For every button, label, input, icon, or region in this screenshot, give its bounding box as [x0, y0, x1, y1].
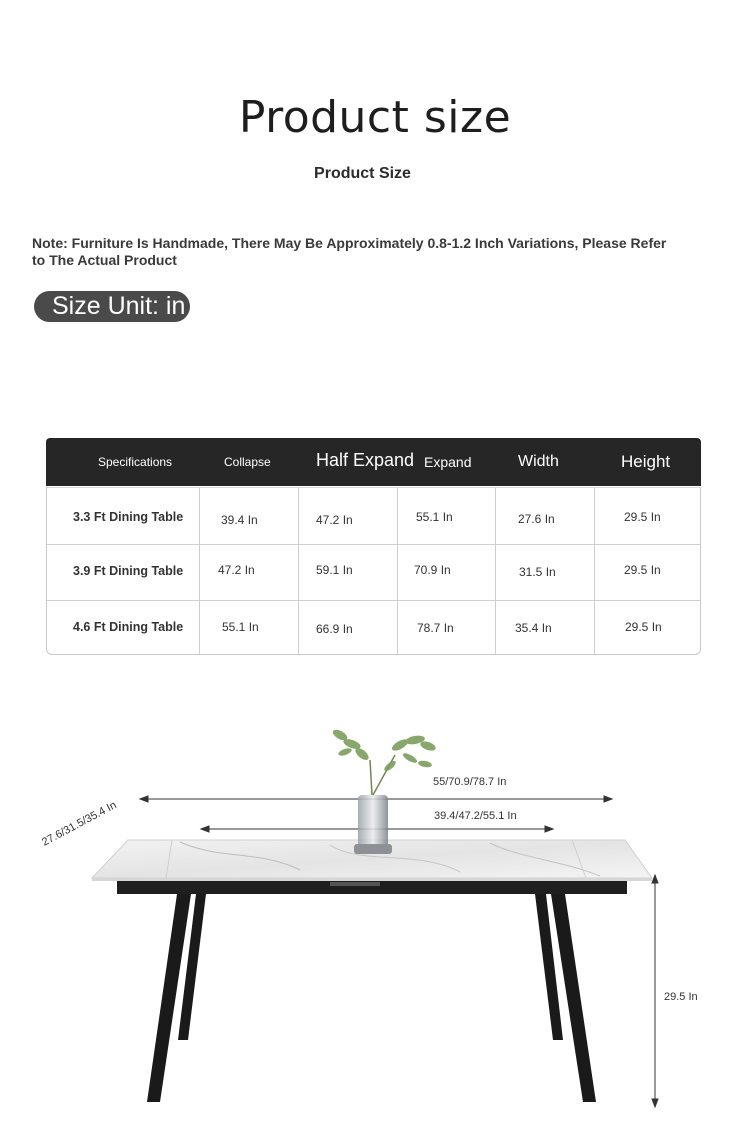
cell-expand: 70.9 In [414, 563, 451, 577]
col-header-height: Height [621, 452, 671, 471]
table-row [47, 488, 700, 545]
table-dimension-diagram [0, 700, 750, 1132]
extension-slot [330, 882, 380, 886]
col-header-width: Width [518, 453, 559, 470]
cell-collapse: 55.1 In [222, 620, 259, 634]
cell-half-expand: 66.9 In [316, 622, 353, 636]
length-collapsed-label: 39.4/47.2/55.1 In [434, 810, 517, 822]
cell-half-expand: 59.1 In [316, 563, 353, 577]
cell-spec: 4.6 Ft Dining Table [73, 620, 184, 634]
table-body [46, 487, 701, 655]
col-header-expand: Expand [424, 454, 472, 470]
cell-height: 29.5 In [625, 620, 662, 634]
cell-height: 29.5 In [624, 510, 661, 524]
height-arrow [652, 875, 658, 1107]
dining-table-illustration [0, 700, 750, 1132]
table-legs [147, 894, 596, 1102]
cell-collapse: 39.4 In [221, 513, 258, 527]
cell-height: 29.5 In [624, 563, 661, 577]
col-header-half-expand: Half Expand [316, 450, 415, 470]
cell-expand: 55.1 In [416, 510, 453, 524]
cell-width: 27.6 In [518, 512, 555, 526]
table-row [47, 544, 700, 601]
cell-expand: 78.7 In [417, 621, 454, 635]
table-header [46, 438, 701, 486]
depth-label: 27.6/31.5/35.4 In [40, 799, 119, 849]
handmade-note: Note: Furniture Is Handmade, There May Be Approximately 0.8-1.2 Inch Variations, Please Refer to The Actual Product [32, 235, 667, 268]
cell-collapse: 47.2 In [218, 563, 255, 577]
page-subtitle: Product Size [314, 165, 411, 182]
cell-spec: 3.3 Ft Dining Table [73, 510, 184, 524]
page-title: Product size [238, 92, 512, 143]
cell-width: 35.4 In [515, 621, 552, 635]
table-row [47, 600, 700, 656]
height-label: 29.5 In [664, 991, 698, 1003]
cell-width: 31.5 In [519, 565, 556, 579]
size-table [46, 438, 701, 655]
cell-half-expand: 47.2 In [316, 513, 353, 527]
length-expanded-label: 55/70.9/78.7 In [433, 776, 507, 788]
size-unit-badge: Size Unit: in [34, 291, 190, 322]
leaf-branch [331, 728, 437, 773]
col-header-specifications: Specifications [98, 455, 173, 469]
cell-spec: 3.9 Ft Dining Table [73, 564, 184, 578]
col-header-collapse: Collapse [224, 455, 271, 469]
